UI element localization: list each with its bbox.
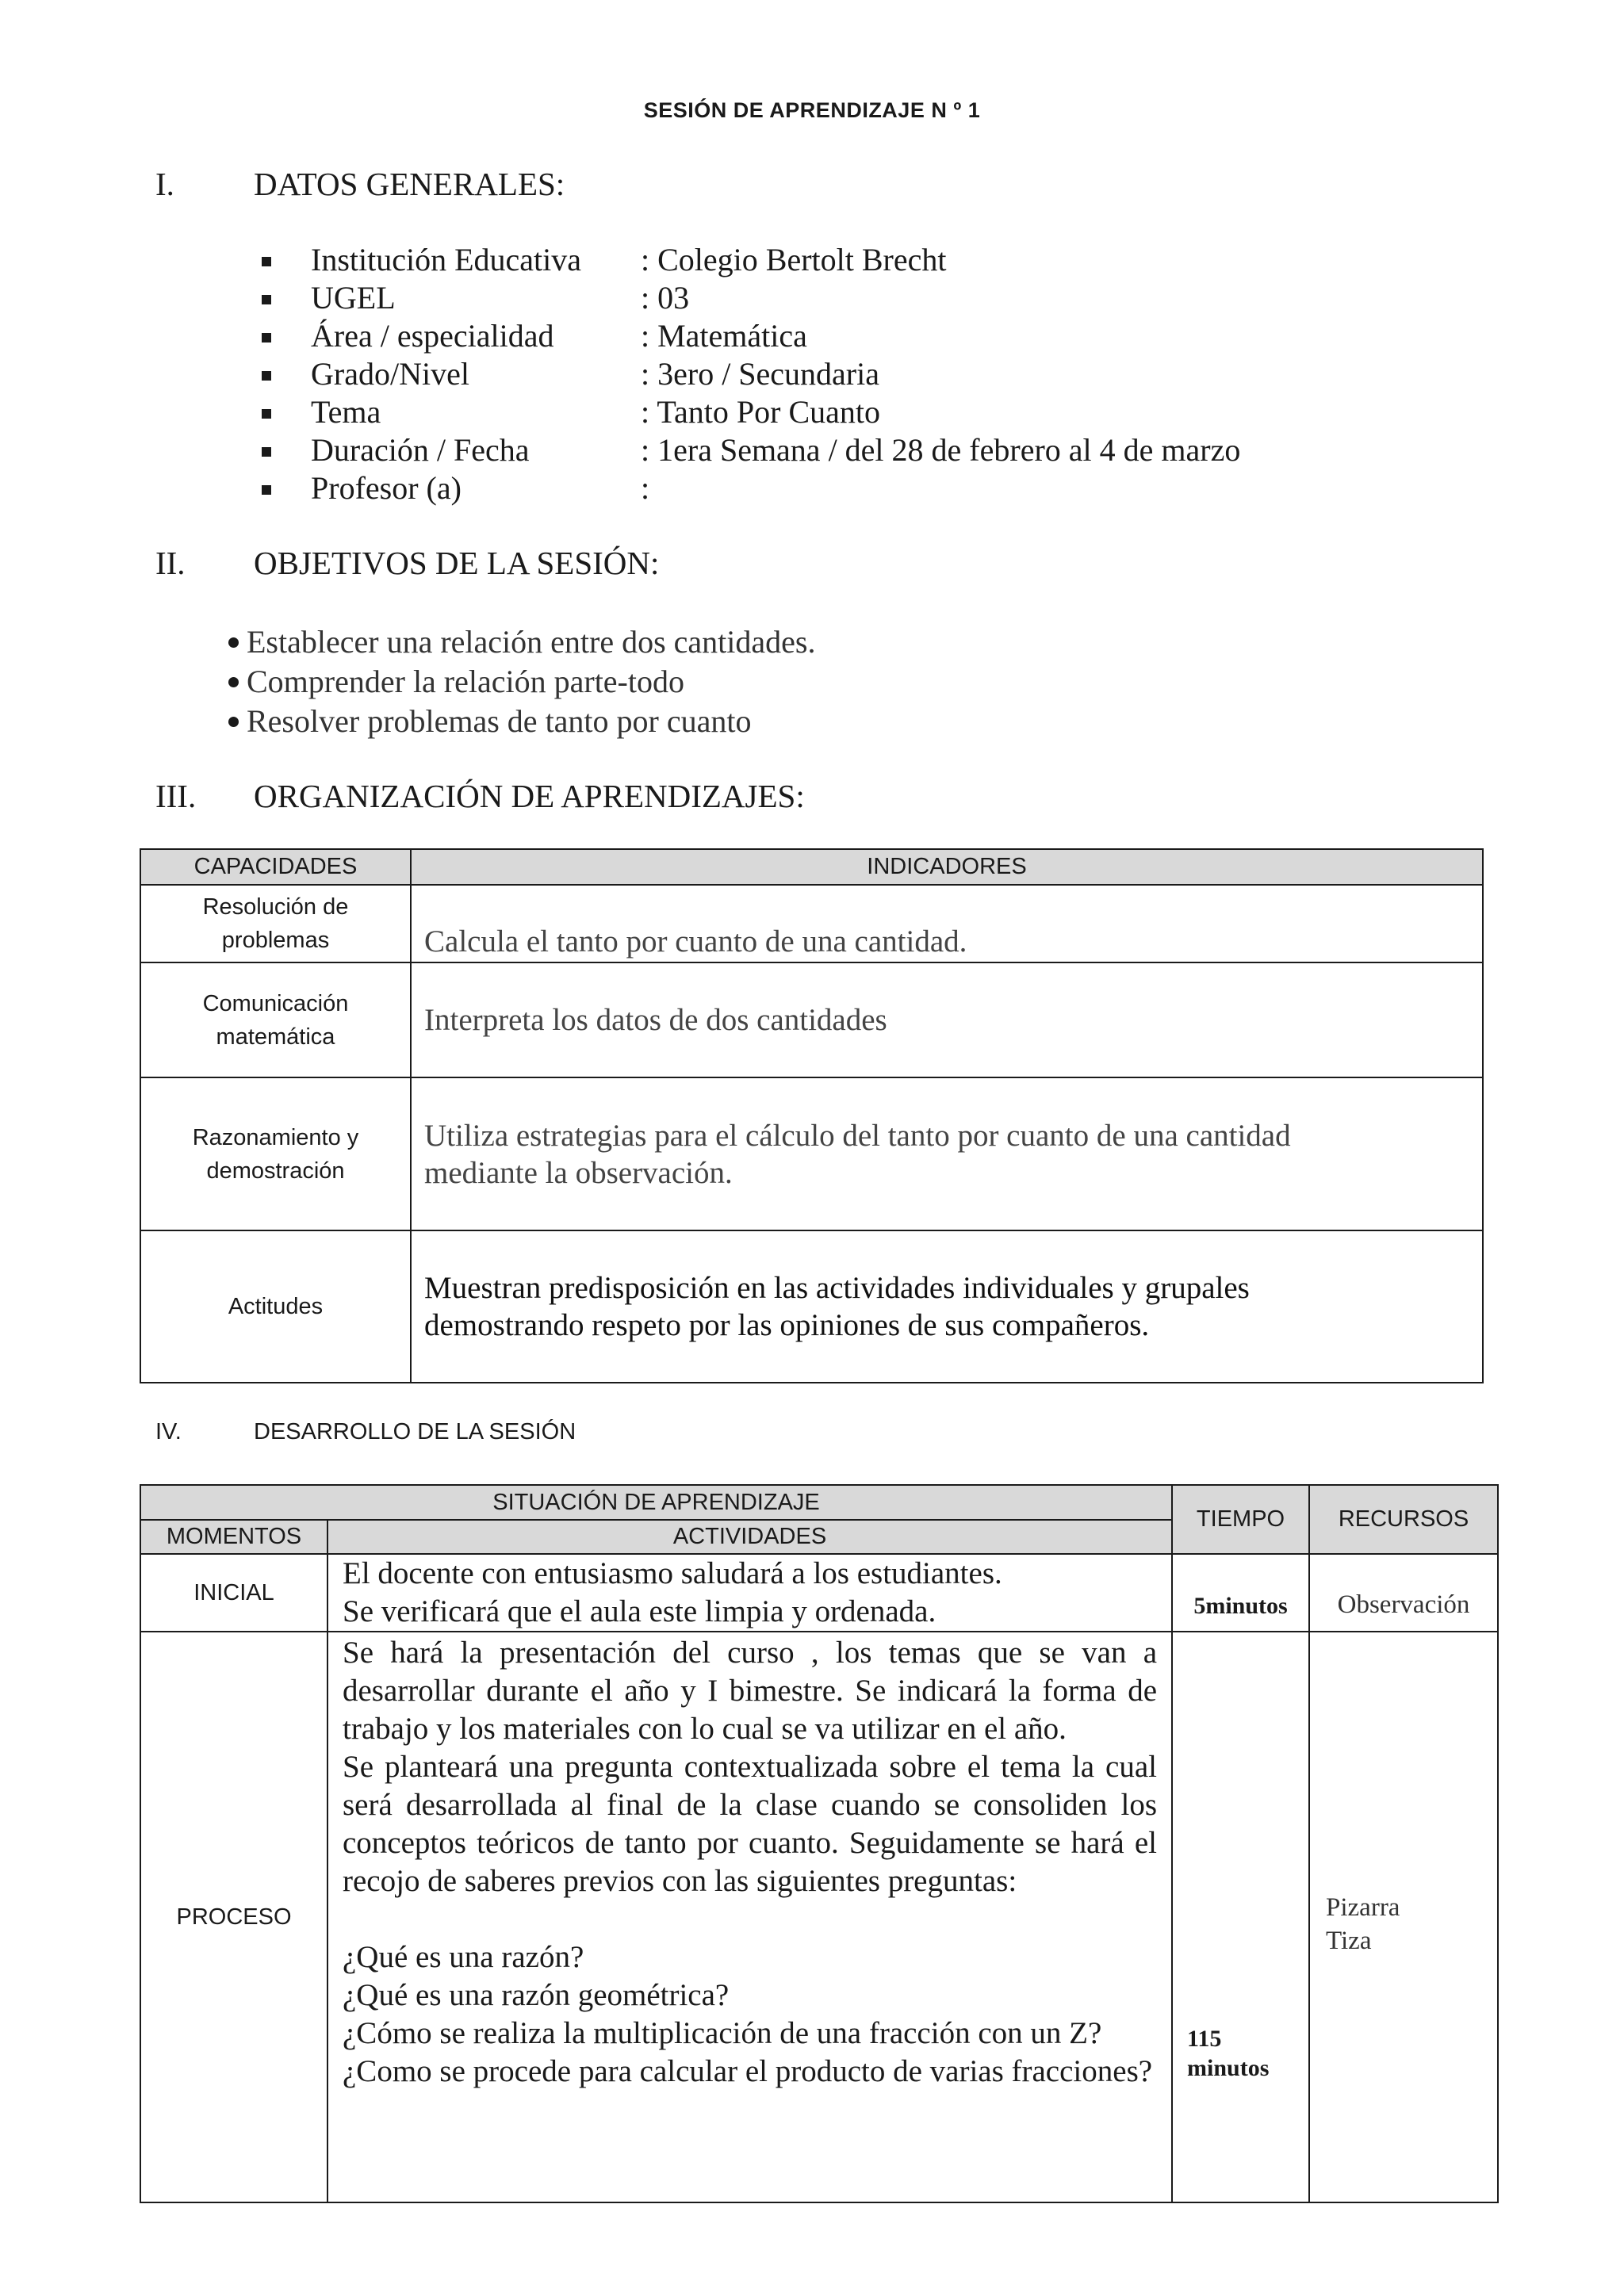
datos-value: : 3ero / Secundaria [641, 356, 879, 392]
pregunta-line: ¿Qué es una razón? [343, 1940, 584, 1974]
capacidad-cell [140, 1230, 411, 1383]
indicador-line: Utiliza estrategias para el cálculo del tanto por cuanto de una cantidad [424, 1118, 1291, 1153]
capacidad-line: Actitudes [228, 1294, 324, 1319]
tiempo-line: minutos [1187, 2055, 1270, 2081]
section-2-title: OBJETIVOS DE LA SESIÓN: [254, 545, 660, 581]
pregunta-line: ¿Qué es una razón geométrica? [343, 1978, 730, 2012]
header-tiempo: TIEMPO [1172, 1485, 1309, 1554]
momento-cell: INICIAL [140, 1554, 327, 1632]
capacidad-cell [140, 962, 411, 1077]
table-row-proceso [140, 1632, 1498, 2202]
indicador-line: demostrando respeto por las opiniones de sus compañeros. [424, 1308, 1150, 1342]
header-indicadores: INDICADORES [411, 849, 1483, 885]
datos-label: Profesor (a) [311, 470, 462, 506]
datos-label: Grado/Nivel [311, 356, 469, 392]
datos-value: : 1era Semana / del 28 de febrero al 4 de marzo [641, 432, 1241, 468]
datos-label: Duración / Fecha [311, 432, 530, 468]
capacidad-cell [140, 885, 411, 962]
actividad-paragraph: Se planteará una pregunta contextualizada sobre el tema la cual será desarrollada al final de la clase cuando se consoliden los conceptos teóricos de tanto por cuanto. Seguidamente se hará el recojo de saberes previos con las siguientes preguntas: [343, 1750, 1158, 1898]
section-4-title: DESARROLLO DE LA SESIÓN [254, 1419, 576, 1445]
datos-label: Institución Educativa [311, 242, 582, 277]
sesion-table [140, 1484, 1499, 2203]
table-row [140, 962, 1483, 1077]
capacidad-line: demostración [206, 1158, 345, 1184]
actividad-paragraph: Se hará la presentación del curso , los temas que se van a desarrollar durante el año y I bimestre. Se indicará la forma de trabajo y los materiales con lo cual se va utilizar en el año. [343, 1636, 1158, 1746]
table-row [140, 1077, 1483, 1230]
datos-value: : Colegio Bertolt Brecht [641, 242, 947, 277]
square-bullet-icon [262, 447, 271, 457]
datos-label: Tema [311, 394, 381, 430]
section-3-number: III. [155, 778, 197, 814]
datos-value: : 03 [641, 280, 690, 316]
objetivo-item [228, 702, 751, 740]
actividad-line: El docente con entusiasmo saludará a los estudiantes. [343, 1556, 1002, 1590]
square-bullet-icon [262, 371, 271, 381]
header-capacidades: CAPACIDADES [140, 849, 411, 885]
objetivo-item [228, 623, 815, 660]
recursos-cell [1309, 1632, 1498, 2202]
actividades-cell [327, 1554, 1172, 1632]
table-row-inicial [140, 1554, 1498, 1632]
indicador-cell [411, 1077, 1483, 1230]
objetivo-text: Resolver problemas de tanto por cuanto [247, 703, 752, 739]
datos-label: Área / especialidad [311, 318, 554, 354]
datos-label: UGEL [311, 280, 396, 316]
bullet-dot-icon [228, 637, 239, 648]
section-4-number: IV. [155, 1419, 182, 1445]
indicador-cell [411, 1230, 1483, 1383]
datos-value: : Tanto Por Cuanto [641, 394, 881, 430]
square-bullet-icon [262, 485, 271, 495]
header-momentos: MOMENTOS [140, 1520, 327, 1554]
section-1-number: I. [155, 166, 174, 202]
table-row [140, 1230, 1483, 1383]
header-recursos: RECURSOS [1309, 1485, 1498, 1554]
bullet-dot-icon [228, 717, 239, 727]
capacidad-cell [140, 1077, 411, 1230]
objetivo-item [228, 663, 684, 700]
section-3-title: ORGANIZACIÓN DE APRENDIZAJES: [254, 778, 805, 814]
capacidad-line: problemas [221, 928, 330, 953]
recursos-cell: Observación [1309, 1554, 1498, 1632]
indicador-cell: Interpreta los datos de dos cantidades [411, 962, 1483, 1077]
pregunta-line: ¿Como se procede para calcular el producto de varias fracciones? [343, 2054, 1153, 2088]
table-row [140, 885, 1483, 962]
actividad-line: Se verificará que el aula este limpia y ordenada. [343, 1594, 936, 1628]
actividades-cell [327, 1632, 1172, 2202]
bullet-dot-icon [228, 677, 239, 687]
tiempo-cell: 5minutos [1172, 1554, 1309, 1632]
tiempo-line: 115 [1187, 2026, 1222, 2052]
square-bullet-icon [262, 409, 271, 419]
datos-value: : Matemática [641, 318, 807, 354]
indicador-line: Muestran predisposición en las actividades individuales y grupales [424, 1271, 1250, 1305]
capacidad-line: Comunicación [202, 990, 349, 1016]
objetivo-text: Comprender la relación parte-todo [247, 664, 684, 699]
square-bullet-icon [262, 295, 271, 304]
pregunta-line: ¿Cómo se realiza la multiplicación de una fracción con un Z? [343, 2016, 1102, 2050]
indicador-line: mediante la observación. [424, 1155, 733, 1190]
section-1-title: DATOS GENERALES: [254, 166, 565, 202]
header-actividades: ACTIVIDADES [327, 1520, 1172, 1554]
document-title: SESIÓN DE APRENDIZAJE N º 1 [643, 98, 981, 122]
section-2-number: II. [155, 545, 186, 581]
header-situacion: SITUACIÓN DE APRENDIZAJE [140, 1485, 1172, 1520]
momento-cell: PROCESO [140, 1632, 327, 2202]
datos-value: : [641, 470, 650, 506]
capacidad-line: Razonamiento y [192, 1124, 359, 1150]
capacidad-line: Resolución de [202, 894, 349, 920]
square-bullet-icon [262, 257, 271, 266]
indicador-cell: Calcula el tanto por cuanto de una cantidad. [411, 885, 1483, 962]
tiempo-cell [1172, 1632, 1309, 2202]
capacidades-table [140, 848, 1484, 1383]
recurso-line: Tiza [1326, 1927, 1372, 1955]
capacidad-line: matemática [216, 1024, 335, 1050]
objetivo-text: Establecer una relación entre dos cantidades. [247, 624, 816, 660]
recurso-line: Pizarra [1326, 1893, 1400, 1922]
square-bullet-icon [262, 333, 271, 342]
